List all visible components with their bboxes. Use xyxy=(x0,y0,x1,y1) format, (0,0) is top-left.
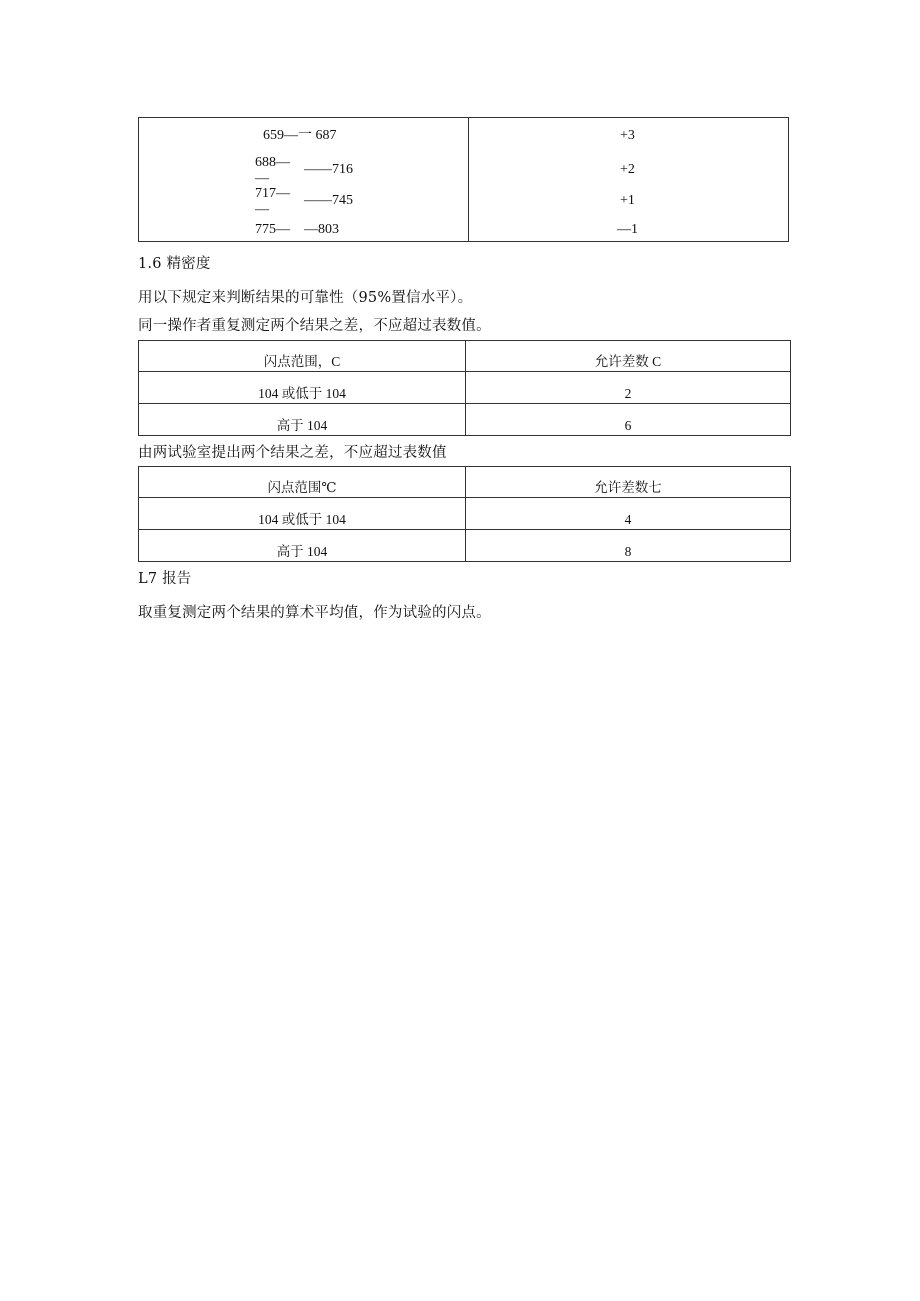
repeatability-caption: 同一操作者重复测定两个结果之差，不应超过表数值。 xyxy=(138,318,491,334)
section-heading-report: L7 报告 xyxy=(138,571,192,587)
table-row xyxy=(139,530,791,562)
table-cell: 104 或低于 104 xyxy=(139,372,466,404)
table-row xyxy=(139,498,791,530)
table-cell: —1 xyxy=(617,222,638,237)
section-heading-precision: 1.6 精密度 xyxy=(138,256,211,272)
reproducibility-caption: 由两试验室提出两个结果之差，不应超过表数值 xyxy=(138,445,447,461)
repeatability-table xyxy=(138,340,791,436)
table-cell: 8 xyxy=(466,530,791,562)
table-cell: +2 xyxy=(620,162,635,177)
table-header-row xyxy=(139,467,791,498)
table-cell: 4 xyxy=(466,498,791,530)
table-cell: 717— xyxy=(255,186,290,201)
correction-table xyxy=(138,117,789,242)
table-divider xyxy=(468,118,469,241)
table-cell: 775— xyxy=(255,222,290,237)
reproducibility-table xyxy=(138,466,791,562)
table-cell: 高于 104 xyxy=(139,530,466,562)
table-cell: ——716 xyxy=(304,162,353,177)
table-cell: — xyxy=(255,202,269,217)
table-cell: 659—一 687 xyxy=(263,128,337,143)
table-cell: 104 或低于 104 xyxy=(139,498,466,530)
table-row xyxy=(139,372,791,404)
table-row xyxy=(139,404,791,436)
table-cell: +3 xyxy=(620,128,635,143)
report-body: 取重复测定两个结果的算术平均值，作为试验的闪点。 xyxy=(138,605,491,621)
table-header-cell: 允许差数七 xyxy=(466,467,791,498)
table-cell: 688— xyxy=(255,155,290,170)
table-cell: —803 xyxy=(304,222,339,237)
table-cell: — xyxy=(255,171,269,186)
table-header-cell: 允许差数 C xyxy=(466,341,791,372)
table-cell: +1 xyxy=(620,193,635,208)
table-header-cell: 闪点范围，C xyxy=(139,341,466,372)
table-cell: 高于 104 xyxy=(139,404,466,436)
precision-intro: 用以下规定来判断结果的可靠性（95%置信水平）。 xyxy=(138,290,473,306)
table-cell: 6 xyxy=(466,404,791,436)
table-header-cell: 闪点范围℃ xyxy=(139,467,466,498)
table-cell: 2 xyxy=(466,372,791,404)
table-header-row xyxy=(139,341,791,372)
table-cell: ——745 xyxy=(304,193,353,208)
